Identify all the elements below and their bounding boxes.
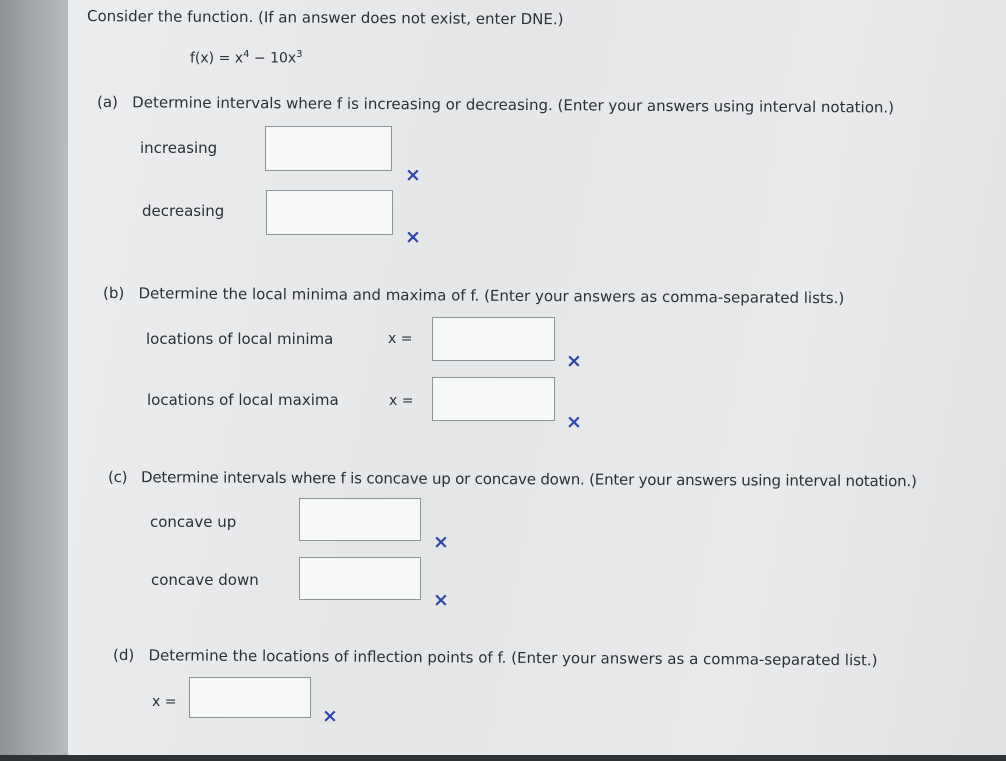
local-maxima-label: locations of local maxima	[147, 391, 339, 409]
part-a-label: (a)	[96, 93, 118, 112]
incorrect-icon: ×	[433, 531, 449, 553]
incorrect-icon: ×	[566, 350, 582, 372]
incorrect-icon: ×	[405, 226, 421, 248]
part-b-question	[103, 283, 844, 308]
part-d-prompt: Determine the locations of inflection points of f. (Enter your answers as a comma-separated list.)	[148, 646, 878, 670]
concave-up-input[interactable]	[299, 498, 421, 541]
increasing-label: increasing	[140, 139, 218, 157]
local-maxima-input[interactable]	[432, 377, 555, 421]
part-b-prompt: Determine the local minima and maxima of f. (Enter your answers as comma-separated lists.)	[138, 284, 845, 308]
part-c-question	[108, 467, 917, 491]
function-mid: − 10x	[249, 50, 297, 67]
part-c-prompt: Determine intervals where f is concave up or concave down. (Enter your answers using interval notation.)	[141, 468, 917, 491]
part-a-prompt: Determine intervals where f is increasing or decreasing. (Enter your answers using interval notation.)	[132, 93, 895, 117]
inflection-points-input[interactable]	[189, 677, 311, 718]
local-minima-input[interactable]	[432, 317, 555, 361]
decreasing-label: decreasing	[142, 202, 225, 220]
increasing-input[interactable]	[265, 126, 392, 171]
part-b-label: (b)	[102, 284, 125, 303]
function-exp1: 4	[243, 49, 250, 60]
part-d-label: (d)	[112, 646, 135, 665]
incorrect-icon: ×	[566, 411, 582, 433]
decreasing-input[interactable]	[266, 190, 393, 235]
local-minima-prefix: x =	[388, 331, 413, 347]
incorrect-icon: ×	[433, 589, 449, 611]
function-lhs: f(x) = x	[190, 50, 244, 67]
part-a-question	[97, 92, 894, 118]
function-exp2: 3	[296, 49, 303, 60]
instruction-text: Consider the function. (If an answer does not exist, enter DNE.)	[86, 7, 564, 29]
concave-down-input[interactable]	[299, 557, 421, 600]
incorrect-icon: ×	[405, 164, 421, 186]
concave-up-label: concave up	[150, 513, 237, 531]
local-maxima-prefix: x =	[389, 393, 414, 409]
bottom-edge	[0, 755, 1006, 761]
inflection-prefix: x =	[152, 694, 177, 710]
left-edge-shadow	[0, 0, 68, 761]
part-c-label: (c)	[107, 468, 128, 487]
incorrect-icon: ×	[322, 705, 338, 727]
part-d-question	[113, 645, 878, 670]
function-definition	[190, 49, 303, 67]
local-minima-label: locations of local minima	[146, 330, 334, 348]
concave-down-label: concave down	[151, 571, 259, 589]
